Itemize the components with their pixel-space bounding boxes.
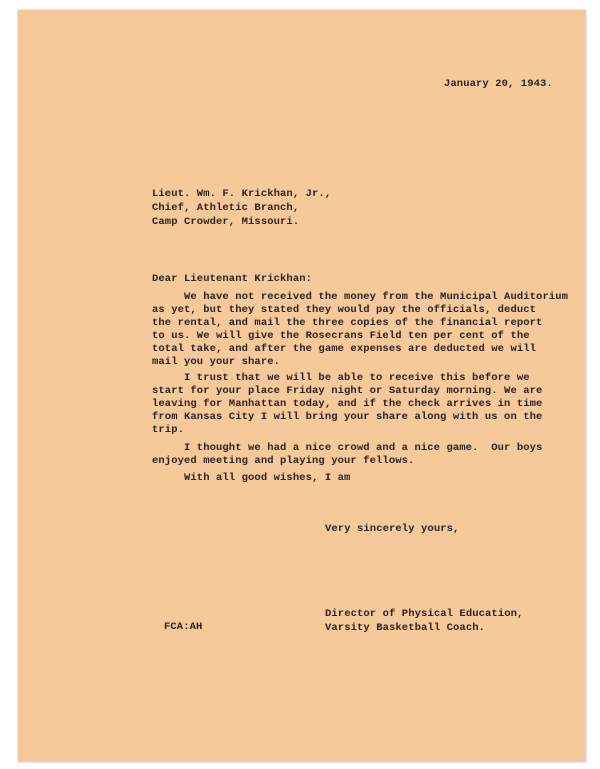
paragraph-line: total take, and after the game expenses are deducted we will — [152, 343, 537, 355]
signature-subtitle: Varsity Basketball Coach. — [325, 622, 486, 634]
recipient-line-location: Camp Crowder, Missouri. — [152, 216, 300, 228]
paragraph-line: the rental, and mail the three copies of the financial report — [152, 317, 543, 329]
paragraph-line: I trust that we will be able to receive this before we — [152, 372, 530, 384]
salutation: Dear Lieutenant Krickhan: — [152, 273, 313, 285]
paragraph-line: leaving for Manhattan today, and if the check arrives in time — [152, 398, 543, 410]
signature-title: Director of Physical Education, — [325, 608, 524, 620]
closing: Very sincerely yours, — [325, 523, 460, 535]
paragraph-4 — [152, 472, 350, 485]
paragraph-line: as yet, but they stated they would pay the officials, deduct — [152, 304, 537, 316]
paragraph-1 — [152, 291, 568, 369]
paragraph-2 — [152, 372, 542, 437]
paragraph-line: mail you your share. — [152, 356, 281, 368]
letter-page — [18, 10, 586, 762]
paragraph-line: start for your place Friday night or Saturday morning. We are — [152, 385, 543, 397]
reference-initials: FCA:AH — [164, 621, 203, 633]
paragraph-line: With all good wishes, I am — [152, 472, 351, 484]
paragraph-line: enjoyed meeting and playing your fellows. — [152, 455, 415, 467]
paragraph-3 — [152, 442, 542, 468]
letter-date: January 20, 1943. — [444, 78, 553, 90]
recipient-line-title: Chief, Athletic Branch, — [152, 202, 300, 214]
paragraph-line: from Kansas City I will bring your share along with us on the — [152, 411, 543, 423]
paragraph-line: I thought we had a nice crowd and a nice game. Our boys — [152, 442, 543, 454]
paragraph-line: We have not received the money from the Municipal Auditorium — [152, 291, 569, 303]
paragraph-line: trip. — [152, 424, 185, 436]
recipient-line-name: Lieut. Wm. F. Krickhan, Jr., — [152, 188, 332, 200]
paragraph-line: to us. We will give the Rosecrans Field ten per cent of the — [152, 330, 530, 342]
